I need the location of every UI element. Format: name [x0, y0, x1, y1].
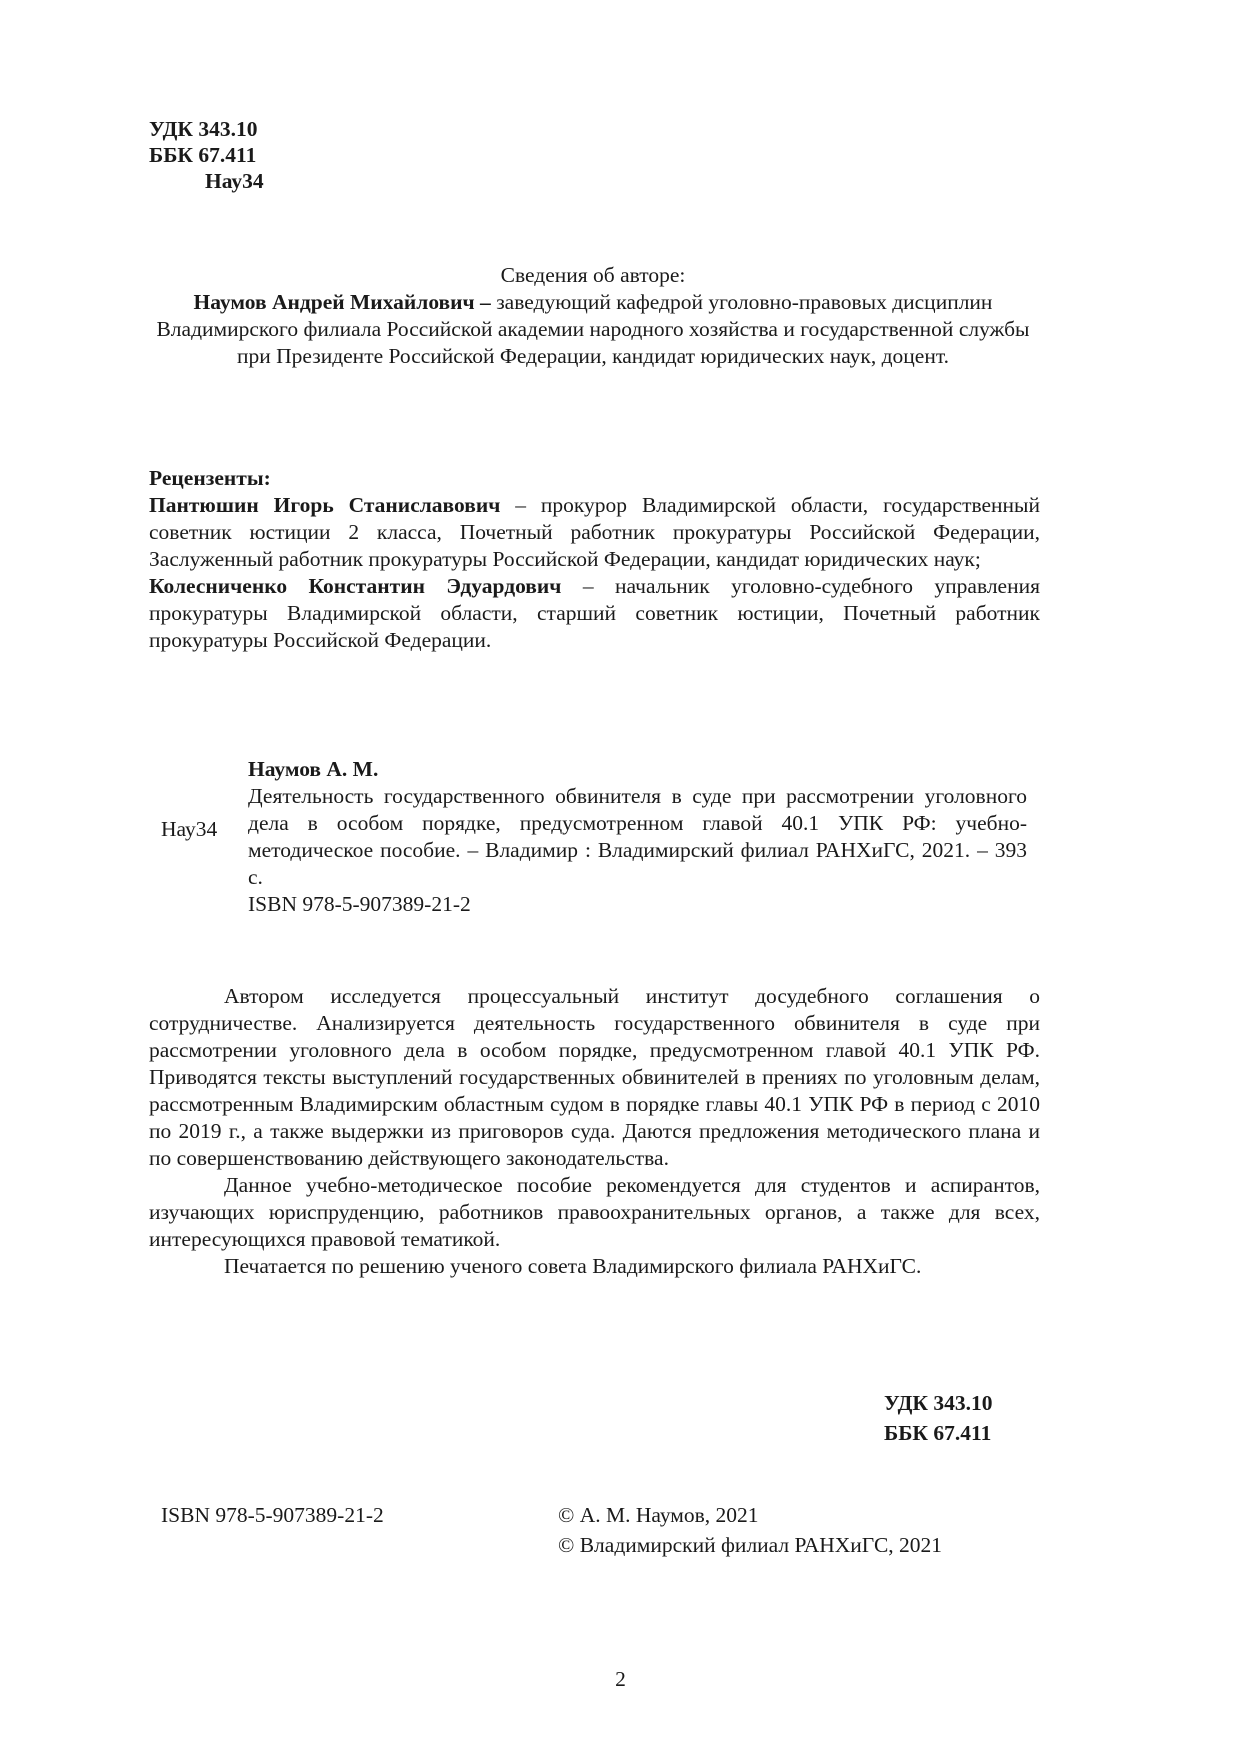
footer-isbn: ISBN 978-5-907389-21-2 [161, 1503, 384, 1527]
reviewers-section [149, 465, 1040, 654]
author-sign: Нау34 [205, 169, 264, 193]
page-number: 2 [615, 1667, 626, 1691]
author-info-heading: Сведения об авторе: [500, 263, 686, 287]
bbk-code: ББК 67.411 [149, 143, 257, 167]
reviewer-description: – прокурор Владимирской области, государственный советник юстиции 2 класса, Почетный работник прокуратуры Российской Федерации, Заслуженный работник прокуратуры Российской Федерации, кандидат юридических наук; [149, 493, 1040, 571]
annotation-paragraph: Автором исследуется процессуальный институт досудебного соглашения о сотрудничестве. Анализируется деятельность государственного обвинителя в суде при рассмотрении уголовного дела в особом порядке, предусмотренном главой 40.1 УПК РФ. Приводятся тексты выступлений государственных обвинителей в прениях по уголовным делам, рассмотренным Владимирским областным судом в порядке главы 40.1 УПК РФ в период с 2010 по 2019 г., а также выдержки из приговоров суда. Даются предложения методического плана и по совершенствованию действующего законодательства. [149, 984, 1040, 1170]
classification-top [149, 116, 264, 194]
reviewer-item [149, 573, 1040, 654]
udk-code: УДК 343.10 [884, 1391, 993, 1415]
copyright-publisher: © Владимирский филиал РАНХиГС, 2021 [558, 1533, 943, 1557]
reviewer-description: – начальник уголовно-судебного управления прокуратуры Владимирской области, старший советник юстиции, Почетный работник прокуратуры Российской Федерации. [149, 574, 1040, 652]
annotation-paragraph: Данное учебно-методическое пособие рекомендуется для студентов и аспирантов, изучающих юриспруденцию, работников правоохранительных органов, а также для всех, интересующихся правовой тематикой. [149, 1173, 1040, 1251]
classification-bottom [884, 1390, 993, 1450]
author-description: заведующий кафедрой уголовно-правовых дисциплин Владимирского филиала Российской академии народного хозяйства и государственной службы при Президенте Российской Федерации, кандидат юридических наук, доцент. [156, 290, 1030, 368]
copyright-block [558, 1502, 942, 1562]
reviewer-item [149, 492, 1040, 573]
annotation [149, 983, 1040, 1280]
reviewers-heading: Рецензенты: [149, 466, 271, 490]
copyright-author: © А. М. Наумов, 2021 [558, 1503, 759, 1527]
annotation-paragraph: Печатается по решению ученого совета Владимирского филиала РАНХиГС. [224, 1254, 922, 1278]
biblio-author-sign: Нау34 [161, 817, 218, 841]
author-info [149, 262, 1037, 370]
reviewer-name: Пантюшин Игорь Станиславович [149, 493, 501, 517]
author-info-text [149, 289, 1037, 370]
udk-code: УДК 343.10 [149, 117, 258, 141]
bbk-code: ББК 67.411 [884, 1421, 992, 1445]
biblio-description: Деятельность государственного обвинителя в суде при рассмотрении уголовного дела в особом порядке, предусмотренном главой 40.1 УПК РФ: учебно-методическое пособие. – Владимир : Владимирский филиал РАНХиГС, 2021. – 393 с. [248, 784, 1027, 889]
reviewer-name: Колесниченко Константин Эдуардович [149, 574, 562, 598]
author-name: Наумов Андрей Михайлович – [193, 290, 491, 314]
biblio-author: Наумов А. М. [248, 757, 379, 781]
biblio-isbn: ISBN 978-5-907389-21-2 [248, 892, 471, 916]
bibliographic-record [248, 756, 1027, 918]
